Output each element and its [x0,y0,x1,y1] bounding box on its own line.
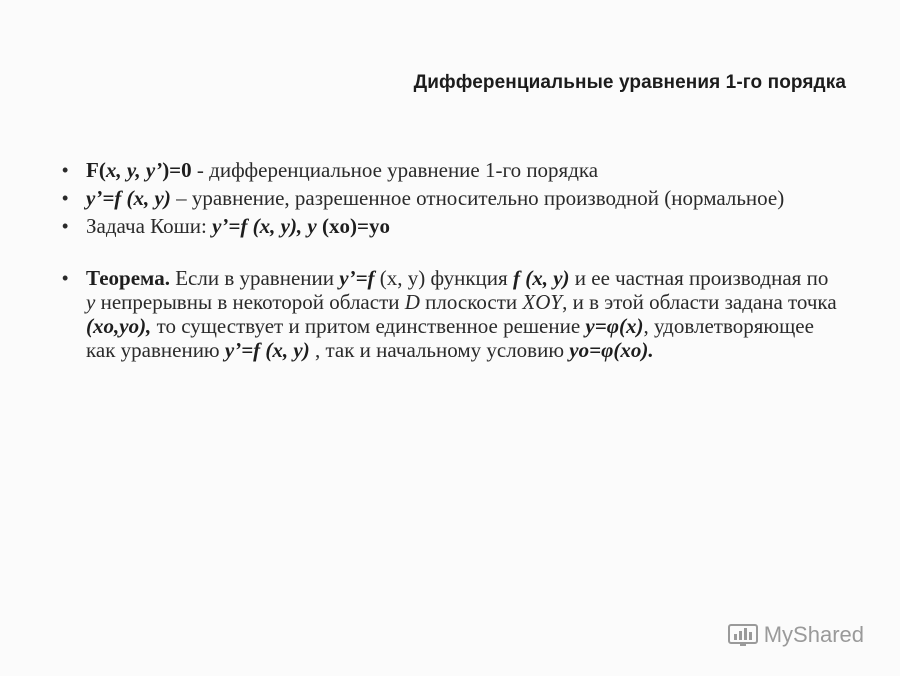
formula-text: y=φ(x) [585,314,644,338]
formula-text: y’=f [212,214,248,238]
list-item [62,186,842,210]
bullet: • [62,160,69,180]
formula-text: y’=f [224,338,261,362]
slide-content [62,158,842,362]
formula-text: y [86,290,96,314]
formula-text: (xo)=yo [316,214,390,238]
watermark-text: MyShared [763,622,864,647]
slide-title: Дифференциальные уравнения 1-го порядка [413,72,846,93]
theorem-label: Теорема. [86,266,170,290]
theorem-text: , и в этой области задана точка [562,290,837,314]
myshared-logo-icon [728,622,758,648]
formula-text: )=0 [162,158,192,182]
formula-text: y’=f [86,186,122,210]
theorem-text: плоскости [419,290,523,314]
theorem-text: и ее частная производная по [569,266,829,290]
list-item-theorem [62,266,842,362]
formula-text: (x, y), y [247,214,317,238]
bullet: • [62,216,69,236]
theorem-text: непрерывны в некоторой области [95,290,405,314]
theorem-text: то существует и притом единственное решение [151,314,586,338]
bullet: • [62,188,69,208]
formula-text: f [512,266,520,290]
formula-text: x, y, y’ [105,158,163,182]
formula-text: y’=f [339,266,375,290]
item-text: Задача Коши: [86,214,213,238]
theorem-text: (x, y) [374,266,426,290]
item-text: – уравнение, разрешенное относительно производной (нормальное) [170,186,785,210]
theorem-text: функция [425,266,513,290]
theorem-text: , так и начальному условию [309,338,570,362]
formula-text: (x, y) [121,186,171,210]
list-item [62,214,842,238]
item-text: - дифференциальное уравнение 1-го порядка [191,158,599,182]
bullet: • [62,268,69,288]
formula-text: (xo,yo), [86,314,152,338]
list-item [62,158,842,182]
formula-text: (x, y) [260,338,310,362]
myshared-watermark [728,622,864,648]
formula-text: (x, y) [519,266,570,290]
theorem-text: , удовлетворяющее как уравнению [86,314,814,362]
formula-text: D [404,290,420,314]
formula-text: yo=φ(xo). [569,338,654,362]
formula-text: XOY [522,290,563,314]
formula-text: F( [86,158,106,182]
theorem-text: Если в уравнении [169,266,340,290]
